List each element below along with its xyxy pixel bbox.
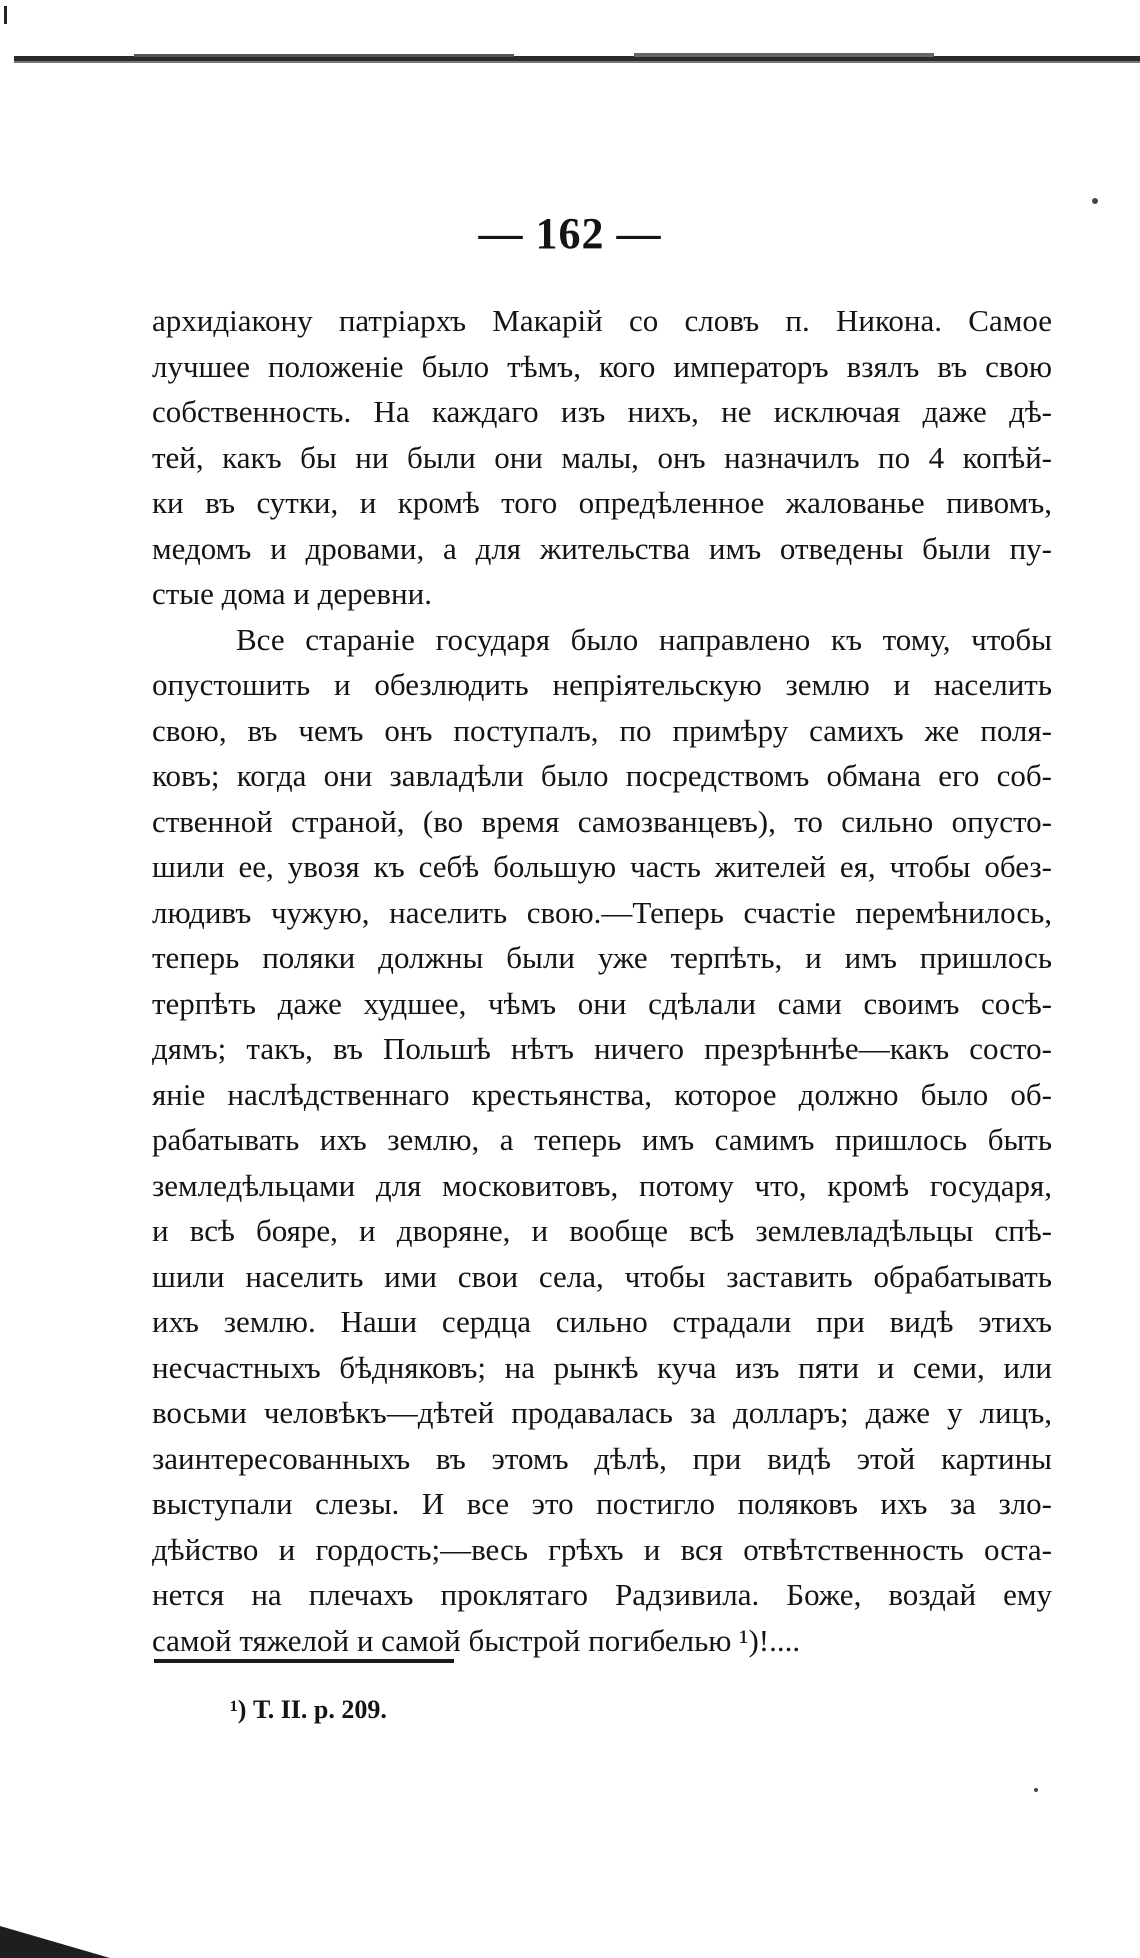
corner-scan-mark [0, 1918, 110, 1958]
text-line: яніе наслѣдственнаго крестьянства, которое должно было об- [152, 1076, 1052, 1112]
text-line: нется на плечахъ проклятаго Радзивила. Боже, воздай ему [152, 1577, 1052, 1612]
text-line: шили населить ими свои села, чтобы заставить обрабатывать [152, 1258, 1052, 1294]
page-number: — 162 — [478, 209, 662, 258]
text-line: Все стараніе государя было направлено къ тому, чтобы [236, 621, 1052, 657]
text-line: свою, въ чемъ онъ поступалъ, по примѣру самихъ же поля- [152, 712, 1052, 748]
text-line: рабатывать ихъ землю, а теперь имъ самимъ пришлось быть [152, 1122, 1052, 1157]
ink-speck [1092, 198, 1098, 204]
footnote: ¹) Т. II. р. 209. [230, 1695, 387, 1724]
text-line: терпѣть даже худшее, чѣмъ они сдѣлали сами своимъ сосѣ- [152, 985, 1052, 1021]
text-line: стые дома и деревни. [152, 576, 432, 611]
top-border-rule [14, 52, 1140, 66]
text-line: земледѣльцами для московитовъ, потому что, кромѣ государя, [152, 1167, 1052, 1203]
text-line: опустошить и обезлюдить непріятельскую землю и населить [152, 667, 1052, 702]
text-line: ственной страной, (во время самозванцевъ), то сильно опусто- [152, 803, 1052, 839]
text-line: ковъ; когда они завладѣли было посредствомъ обмана его соб- [152, 758, 1052, 793]
scan-edge-mark [4, 6, 7, 24]
footnote-rule [154, 1659, 454, 1663]
text-line: несчастныхъ бѣдняковъ; на рынкѣ куча изъ пяти и семи, или [152, 1349, 1052, 1385]
text-line: ихъ землю. Наши сердца сильно страдали при видѣ этихъ [152, 1304, 1052, 1339]
ink-speck [1034, 1788, 1038, 1792]
text-line: дямъ; такъ, въ Польшѣ нѣтъ ничего презрѣннѣе—какъ состо- [152, 1031, 1052, 1066]
text-line: дѣйство и гордость;—весь грѣхъ и вся отвѣтственность оста- [152, 1531, 1052, 1567]
text-line: и всѣ бояре, и дворяне, и вообще всѣ землевладѣльцы спѣ- [152, 1213, 1052, 1248]
text-line: ки въ сутки, и кромѣ того опредѣленное жалованье пивомъ, [152, 485, 1052, 520]
text-line: медомъ и дровами, а для жительства имъ отведены были пу- [152, 530, 1052, 566]
text-line: шили ее, увозя къ себѣ большую часть жителей ея, чтобы обез- [152, 849, 1052, 884]
text-line: собственность. На каждаго изъ нихъ, не исключая даже дѣ- [152, 394, 1052, 429]
text-line: восьми человѣкъ—дѣтей продавалась за долларъ; даже у лицъ, [152, 1395, 1052, 1430]
text-line: лучшее положеніе было тѣмъ, кого императоръ взялъ въ свою [152, 348, 1052, 384]
text-line: самой тяжелой и самой быстрой погибелью ¹)!.... [152, 1622, 801, 1658]
text-line: тей, какъ бы ни были они малы, онъ назначилъ по 4 копѣй- [152, 439, 1052, 475]
text-line: людивъ чужую, населить свою.—Теперь счастіе перемѣнилось, [152, 894, 1052, 930]
text-line: теперь поляки должны были уже терпѣть, и имъ пришлось [152, 940, 1052, 975]
text-line: выступали слезы. И все это постигло поляковъ ихъ за зло- [152, 1486, 1052, 1521]
text-line: архидіакону патріархъ Макарій со словъ п. Никона. Самое [152, 303, 1052, 338]
body-text [152, 298, 1052, 1663]
text-line: заинтересованныхъ въ этомъ дѣлѣ, при видѣ этой картины [152, 1440, 1052, 1476]
